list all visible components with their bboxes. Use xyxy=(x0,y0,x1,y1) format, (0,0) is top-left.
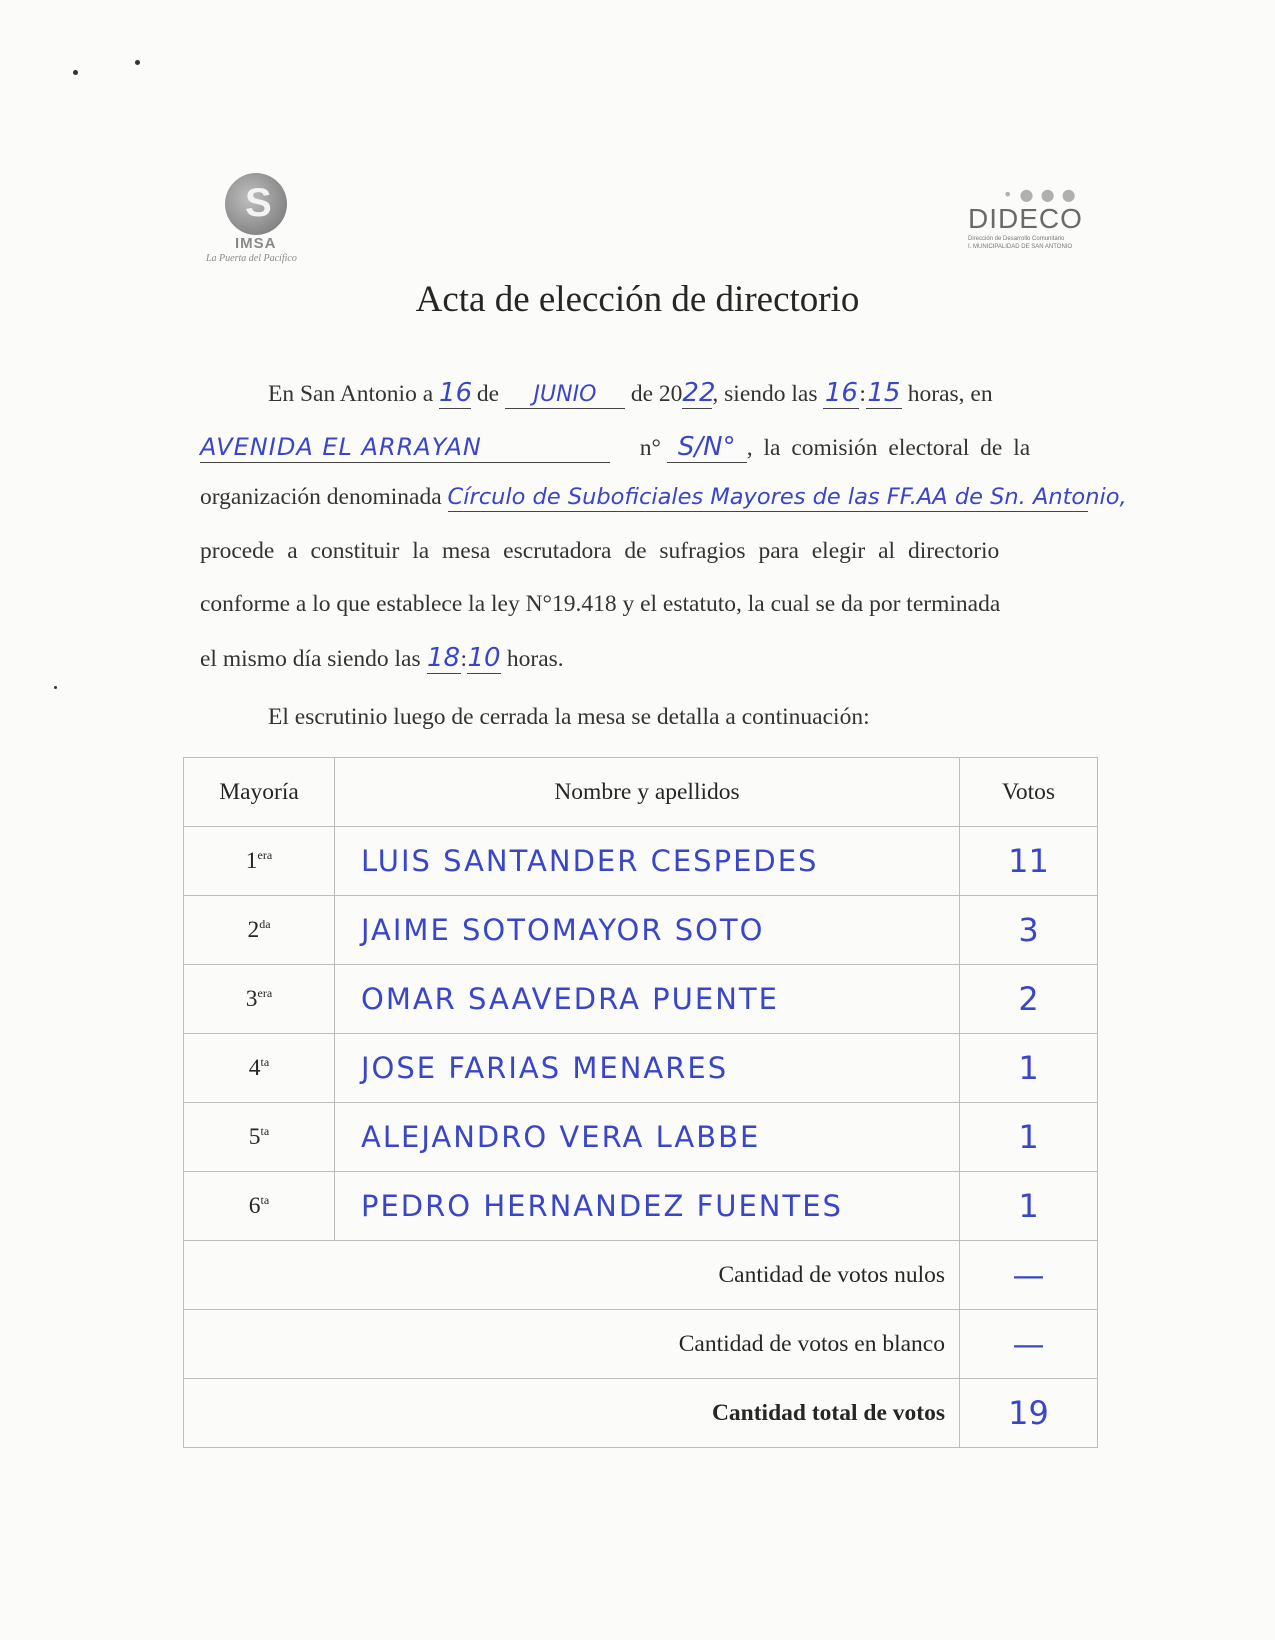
text-segment: horas. xyxy=(506,646,564,672)
blank-votes-row xyxy=(184,1310,1098,1379)
paragraph-line-4 xyxy=(200,538,1087,565)
text-segment: el mismo día siendo las xyxy=(200,646,421,672)
paragraph-line-6 xyxy=(200,643,1087,674)
null-votes-row xyxy=(184,1241,1098,1310)
null-votes-value: — xyxy=(960,1241,1098,1310)
table-row xyxy=(184,965,1098,1034)
rank-number: 4 xyxy=(248,1054,261,1081)
month-value: JUNIO xyxy=(533,382,597,407)
candidate-name: ALEJANDRO VERA LABBE xyxy=(335,1103,960,1172)
rank-suffix: era xyxy=(257,847,273,862)
rank-suffix: da xyxy=(259,916,271,931)
candidate-name: LUIS SANTANDER CESPEDES xyxy=(335,827,960,896)
rank-cell xyxy=(184,965,335,1034)
results-table xyxy=(183,757,1098,1448)
paragraph-line-1 xyxy=(268,378,1087,409)
text-segment: procede a constituir la mesa escrutadora de sufragios para elegir al directorio xyxy=(200,538,1000,564)
dideco-logo-name: DIDECO xyxy=(968,203,1083,234)
rank-cell xyxy=(184,827,335,896)
dideco-logo-municipality: I. MUNICIPALIDAD DE SAN ANTONIO xyxy=(968,244,1073,250)
candidate-name: PEDRO HERNANDEZ FUENTES xyxy=(335,1172,960,1241)
rank-number: 2 xyxy=(247,916,260,943)
table-header-row xyxy=(184,758,1098,827)
organization-value: Círculo de Suboficiales Mayores de las FF.AA de Sn. Antonio, xyxy=(447,484,1127,510)
dideco-logo-subtitle: Dirección de Desarrollo Comunitario xyxy=(968,236,1065,242)
rank-cell xyxy=(184,1172,335,1241)
day-field xyxy=(439,378,471,409)
rank-number: 1 xyxy=(245,847,258,874)
paragraph-line-5 xyxy=(200,591,1087,618)
header-rank: Mayoría xyxy=(184,758,335,827)
end-hour-field xyxy=(427,643,461,674)
start-hour-value: 16 xyxy=(824,378,858,408)
end-hour-value: 18 xyxy=(426,643,461,673)
text-segment: En San Antonio a xyxy=(268,381,434,407)
blank-votes-label: Cantidad de votos en blanco xyxy=(184,1310,960,1379)
imsa-logo xyxy=(200,165,320,270)
text-segment: horas, en xyxy=(907,381,993,407)
scan-speck xyxy=(135,60,140,65)
vote-count: 1 xyxy=(960,1172,1098,1241)
total-votes-row xyxy=(184,1379,1098,1448)
organization-field xyxy=(447,484,1127,512)
rank-suffix: ta xyxy=(260,1054,270,1069)
month-field xyxy=(505,381,625,409)
start-hour-field xyxy=(823,378,859,409)
rank-cell xyxy=(184,1103,335,1172)
year-field xyxy=(682,378,716,409)
start-minute-value: 15 xyxy=(867,378,901,408)
paragraph-line-3 xyxy=(200,484,1127,512)
candidate-name: JOSE FARIAS MENARES xyxy=(335,1034,960,1103)
rank-number: 6 xyxy=(248,1192,261,1219)
address-value: AVENIDA EL ARRAYAN xyxy=(200,433,482,461)
candidate-name: JAIME SOTOMAYOR SOTO xyxy=(335,896,960,965)
table-row xyxy=(184,1172,1098,1241)
rank-number: 5 xyxy=(248,1123,261,1150)
text-segment: de 20 xyxy=(630,381,683,407)
null-votes-label: Cantidad de votos nulos xyxy=(184,1241,960,1310)
rank-suffix: era xyxy=(257,985,273,1000)
text-segment: organización denominada xyxy=(200,484,442,510)
imsa-logo-tagline: La Puerta del Pacífico xyxy=(206,253,297,264)
time-separator: : xyxy=(460,646,468,672)
vote-count: 1 xyxy=(960,1034,1098,1103)
paragraph-line-2 xyxy=(200,432,1087,463)
table-row xyxy=(184,1034,1098,1103)
end-minute-value: 10 xyxy=(467,643,501,673)
header-votes: Votos xyxy=(960,758,1098,827)
dideco-dots-icon: • ● ● ● xyxy=(1003,185,1077,204)
candidate-name: OMAR SAAVEDRA PUENTE xyxy=(335,965,960,1034)
year-value: 22 xyxy=(682,378,716,408)
blank-votes-value: — xyxy=(960,1310,1098,1379)
number-value: S/N° xyxy=(677,432,736,462)
text-segment: n° xyxy=(639,435,661,461)
day-value: 16 xyxy=(439,378,473,408)
vote-count: 2 xyxy=(960,965,1098,1034)
text-segment: conforme a lo que establece la ley N°19.418 y el estatuto, la cual se da por terminada xyxy=(200,591,1001,617)
total-votes-label: Cantidad total de votos xyxy=(184,1379,960,1448)
text-segment: de xyxy=(476,381,500,407)
header-name: Nombre y apellidos xyxy=(335,758,960,827)
end-minute-field xyxy=(467,643,501,674)
vote-count: 1 xyxy=(960,1103,1098,1172)
total-votes-value: 19 xyxy=(960,1379,1098,1448)
rank-suffix: ta xyxy=(260,1192,270,1207)
dideco-logo xyxy=(965,185,1095,265)
time-separator: : xyxy=(859,381,866,407)
text-segment: , la comisión electoral de la xyxy=(746,435,1031,461)
address-field xyxy=(200,433,610,463)
imsa-emblem-letter: S xyxy=(245,181,272,225)
intro-text: El escrutinio luego de cerrada la mesa se detalla a continuación: xyxy=(268,704,870,730)
rank-number: 3 xyxy=(245,985,258,1012)
vote-count: 11 xyxy=(960,827,1098,896)
scan-speck xyxy=(73,70,78,75)
table-row xyxy=(184,1103,1098,1172)
table-row xyxy=(184,896,1098,965)
rank-suffix: ta xyxy=(260,1123,270,1138)
vote-count: 3 xyxy=(960,896,1098,965)
scan-speck xyxy=(54,686,57,689)
number-field xyxy=(667,432,747,463)
rank-cell xyxy=(184,896,335,965)
page-title: Acta de elección de directorio xyxy=(415,279,860,320)
table-row xyxy=(184,827,1098,896)
rank-cell xyxy=(184,1034,335,1103)
text-segment: , siendo las xyxy=(712,381,818,407)
imsa-logo-name: IMSA xyxy=(235,235,277,252)
start-minute-field xyxy=(866,378,902,409)
